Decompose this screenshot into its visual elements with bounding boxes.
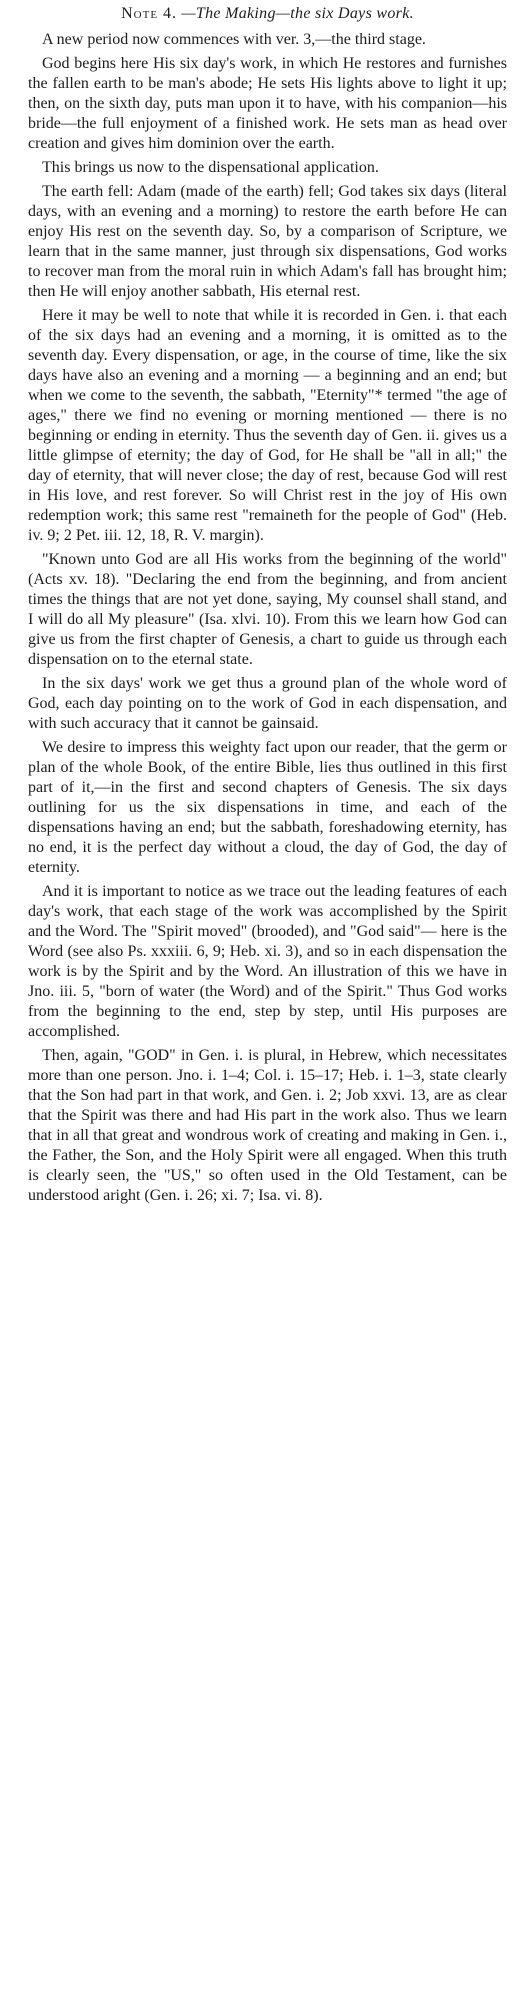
paragraph-2: God begins here His six day's work, in which He restores and furnishes the fallen earth to be man's abode; He sets His lights above to light it up; then, on the sixth day, puts man upon it to have, with his companion—his bride—the full enjoyment of a finished work. He sets man as head over creation and gives him dominion over the earth.: [28, 55, 507, 152]
note-title: —The Making—the six Days work.: [181, 5, 414, 22]
paragraph-6: "Known unto God are all His works from the beginning of the world" (Acts xv. 18). "Declaring the end from the beginning, and from ancient times the things that are not yet done, saying, My counsel shall stand, and I will do all My pleasure" (Isa. xlvi. 10). From this we learn how God can give us from the first chapter of Genesis, a chart to guide us through each dispensation on to the eternal state.: [28, 551, 507, 668]
paragraph-10: Then, again, "GOD" in Gen. i. is plural, in Hebrew, which necessitates more than one person. Jno. i. 1–4; Col. i. 15–17; Heb. i. 1–3, state clearly that the Son had part in that work, and Gen. i. 2; Job xxvi. 13, are as clear that the Spirit was there and had His part in the work also. Thus we learn that in all that great and wondrous work of creating and making in Gen. i., the Father, the Son, and the Holy Spirit were all engaged. When this truth is clearly seen, the "US," so often used in the Old Testament, can be understood aright (Gen. i. 26; xi. 7; Isa. vi. 8).: [28, 1047, 507, 1204]
paragraph-3: This brings us now to the dispensational application.: [42, 159, 379, 176]
paragraph-8: We desire to impress this weighty fact upon our reader, that the germ or plan of the whole Book, of the entire Bible, lies thus outlined in this first part of it,—in the first and second chapters of Genesis. The six days outlining for us the six dispensations in time, and each of the dispensations having an end; but the sabbath, foreshadowing eternity, has no end, it is the perfect day without a cloud, the day of God, the day of eternity.: [28, 739, 507, 876]
paragraph-7: In the six days' work we get thus a ground plan of the whole word of God, each day pointing on to the work of God in each dispensation, and with such accuracy that it cannot be gainsaid.: [28, 675, 507, 732]
note-heading: [28, 4, 507, 24]
paragraph-9: And it is important to notice as we trace out the leading features of each day's work, that each stage of the work was accomplished by the Spirit and the Word. The "Spirit moved" (brooded), and "God said"— here is the Word (see also Ps. xxxiii. 6, 9; Heb. xi. 3), and so in each dispensation the work is by the Spirit and by the Word. An illustration of this we have in Jno. iii. 5, "born of water (the Word) and of the Spirit." Thus God works from the beginning to the end, step by step, until His purposes are accomplished.: [28, 883, 507, 1040]
paragraph-1: A new period now commences with ver. 3,—the third stage.: [42, 31, 426, 48]
paragraph-4: The earth fell: Adam (made of the earth) fell; God takes six days (literal days, with an evening and a morning) to restore the earth before He can enjoy His rest on the seventh day. So, by a comparison of Scripture, we learn that in the same manner, just through six dispensations, God works to recover man from the moral ruin in which Adam's fall has brought him; then He will enjoy another sabbath, His eternal rest.: [28, 183, 507, 300]
note-label: Note 4.: [121, 5, 178, 22]
paragraph-5: Here it may be well to note that while it is recorded in Gen. i. that each of the six days had an evening and a morning, it is omitted as to the seventh day. Every dispensation, or age, in the course of time, like the six days have also an evening and a morning — a beginning and an end; but when we come to the seventh, the sabbath, "Eternity"* termed "the age of ages," there we find no evening or morning mentioned — there is no beginning or ending in eternity. Thus the seventh day of Gen. ii. gives us a little glimpse of eternity; the day of God, for He shall be "all in all;" the day of eternity, that will never close; the day of rest, because God will rest in His love, and rest forever. So will Christ rest in the joy of His own redemption work; this same rest "remaineth for the people of God" (Heb. iv. 9; 2 Pet. iii. 12, 18, R. V. margin).: [28, 307, 507, 544]
